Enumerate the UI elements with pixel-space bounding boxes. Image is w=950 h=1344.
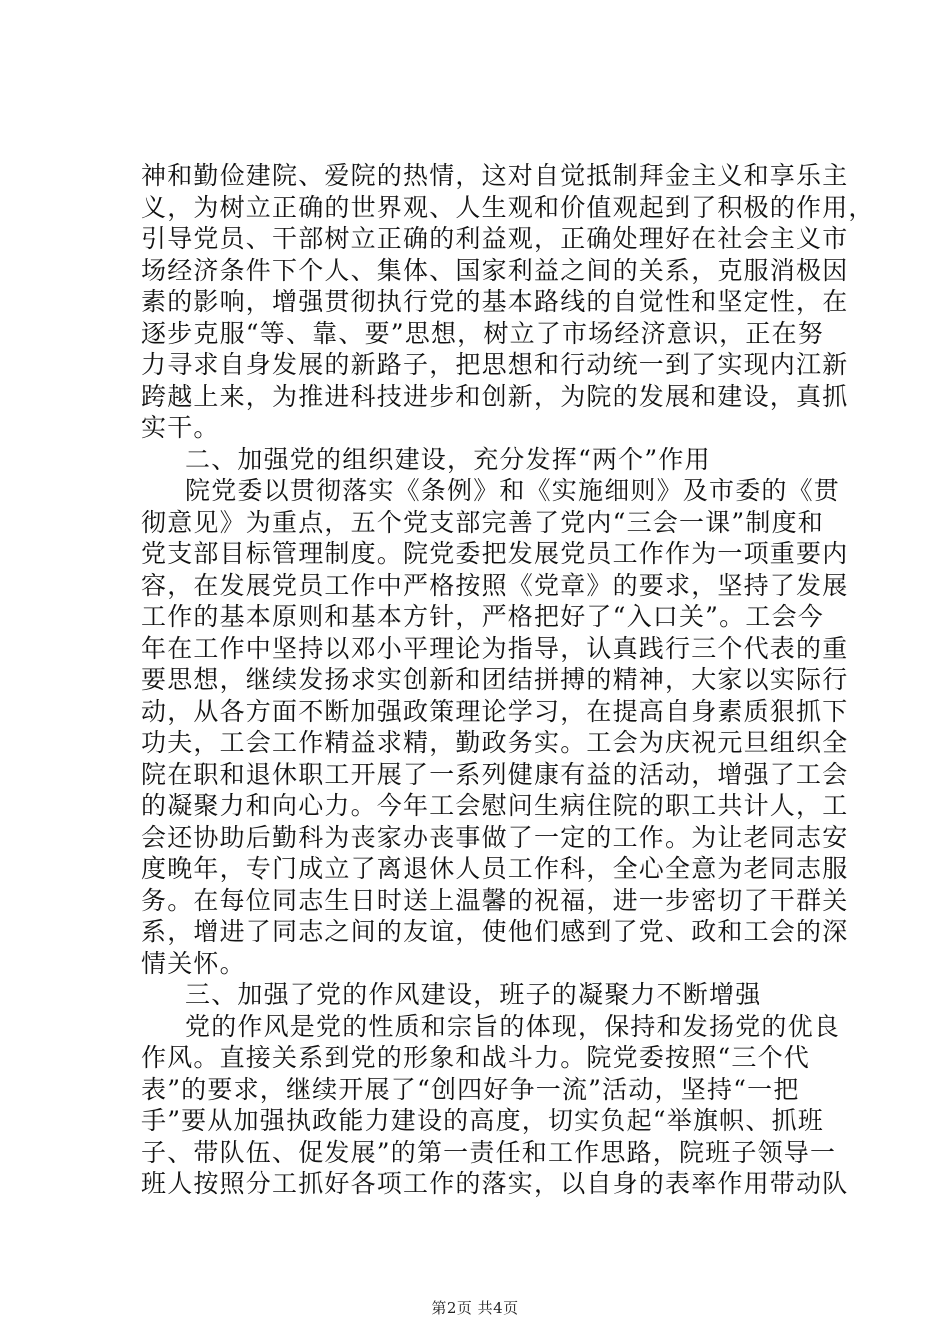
text-line: 系，增进了同志之间的友谊，使他们感到了党、政和工会的深 [141,917,849,946]
text-line: 情关怀。 [141,948,246,978]
text-line: 院在职和退休职工开展了一系列健康有益的活动，增强了工会 [141,759,849,789]
text-line: 义，为树立正确的世界观、人生观和价值观起到了积极的作用， [141,192,875,222]
section-heading: 二、加强党的组织建设，充分发挥“两个”作用 [185,444,711,474]
text-line: 手”要从加强执政能力建设的高度，切实负起“举旗帜、抓班 [141,1106,824,1135]
text-line: 神和勤俭建院、爱院的热情，这对自觉抵制拜金主义和享乐主 [141,161,849,190]
text-line: 的凝聚力和向心力。今年工会慰问生病住院的职工共计人，工 [141,791,849,820]
text-line: 要思想，继续发扬求实创新和团结拼搏的精神，大家以实际行 [141,665,849,694]
text-line: 表”的要求，继续开展了“创四好争一流”活动，坚持“一把 [141,1074,800,1104]
text-line: 工作的基本原则和基本方针，严格把好了“入口关”。工会今 [141,602,824,631]
text-line: 实干。 [141,413,220,442]
text-line: 班人按照分工抓好各项工作的落实，以自身的表率作用带动队 [141,1169,849,1198]
paragraph-first-line: 党的作风是党的性质和宗旨的体现，保持和发扬党的优良 [185,1011,841,1041]
text-line: 力寻求自身发展的新路子，把思想和行动统一到了实现内江新 [141,350,849,379]
text-line: 容，在发展党员工作中严格按照《党章》的要求，坚持了发展 [141,570,849,600]
text-line: 跨越上来，为推进科技进步和创新，为院的发展和建设，真抓 [141,381,849,411]
text-line: 务。在每位同志生日时送上温馨的祝福，进一步密切了干群关 [141,885,849,915]
text-line: 年在工作中坚持以邓小平理论为指导，认真践行三个代表的重 [141,633,849,663]
text-line: 引导党员、干部树立正确的利益观，正确处理好在社会主义市 [141,224,849,253]
text-line: 素的影响，增强贯彻执行党的基本路线的自觉性和坚定性，在 [141,287,849,316]
text-line: 子、带队伍、促发展”的第一责任和工作思路，院班子领导一 [141,1137,837,1167]
text-line: 逐步克服“等、靠、要”思想，树立了市场经济意识，正在努 [141,318,824,348]
text-line: 功夫，工会工作精益求精，勤政务实。工会为庆祝元旦组织全 [141,728,849,757]
page-number-footer: 第2页 共4页 [431,1299,519,1317]
text-line: 彻意见》为重点，五个党支部完善了党内“三会一课”制度和 [141,507,824,537]
text-line: 度晚年，专门成立了离退休人员工作科，全心全意为老同志服 [141,854,849,883]
text-line: 作风。直接关系到党的形象和战斗力。院党委按照“三个代 [141,1043,810,1072]
paragraph-first-line: 院党委以贯彻落实《条例》和《实施细则》及市委的《贯 [185,476,841,505]
text-line: 党支部目标管理制度。院党委把发展党员工作作为一项重要内 [141,539,849,568]
text-line: 会还协助后勤科为丧家办丧事做了一定的工作。为让老同志安 [141,822,849,852]
document-body [141,160,875,1200]
text-line: 动，从各方面不断加强政策理论学习，在提高自身素质狠抓下 [141,696,849,726]
section-heading: 三、加强了党的作风建设，班子的凝聚力不断增强 [185,980,762,1009]
text-line: 场经济条件下个人、集体、国家利益之间的关系，克服消极因 [141,255,849,285]
